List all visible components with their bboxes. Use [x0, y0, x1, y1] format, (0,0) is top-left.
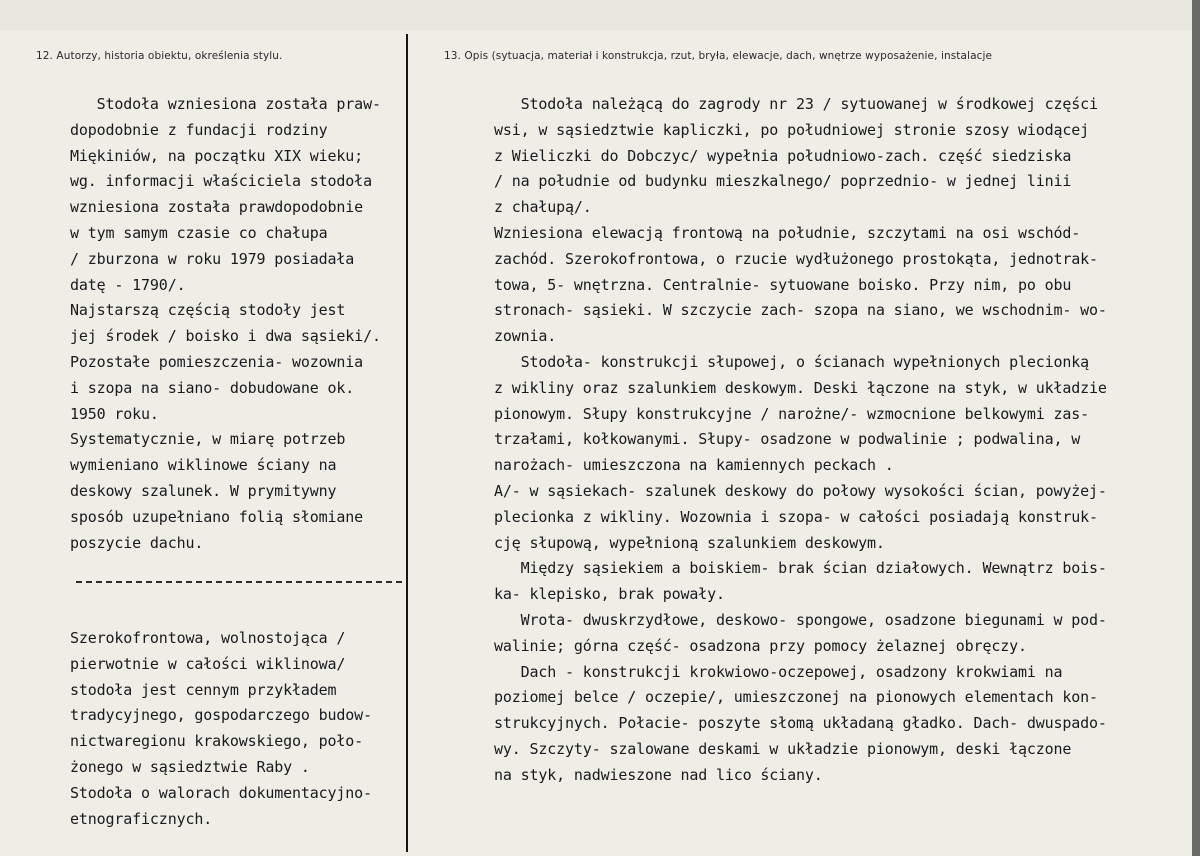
history-text-line: dopodobnie z fundacji rodziny [70, 120, 328, 139]
history-text-line: Najstarszą częścią stodoły jest [70, 301, 346, 320]
description-text-line: / na południe od budynku mieszkalnego/ poprzednio- w jednej linii [494, 172, 1072, 191]
history-text-line: / zburzona w roku 1979 posiadała [70, 249, 355, 268]
history-text-block [70, 92, 408, 556]
description-text-line: z chałupą/. [494, 198, 592, 217]
description-text-line: z Wieliczki do Dobczyc/ wypełnia południowo-zach. część siedziska [494, 146, 1072, 165]
history-text-line: sposób uzupełniano folią słomiane [70, 507, 364, 526]
description-text-line: cję słupową, wypełnioną szalunkiem deskowym. [494, 533, 885, 552]
description-text-line: narożach- umieszczona na kamiennych peckach . [494, 456, 894, 475]
style-text-block [70, 626, 408, 832]
history-text-line: deskowy szalunek. W prymitywny [70, 481, 337, 500]
description-text-line: wsi, w sąsiedztwie kapliczki, po południowej stronie szosy wiodącej [494, 120, 1090, 139]
history-text-line: i szopa na siano- dobudowane ok. [70, 378, 355, 397]
history-text-line: wzniesiona została prawdopodobnie [70, 198, 364, 217]
dashed-separator [76, 581, 402, 583]
history-text-line: poszycie dachu. [70, 533, 204, 552]
style-text-line: Szerokofrontowa, wolnostojąca / [70, 629, 346, 647]
history-text-line: Pozostałe pomieszczenia- wozownia [70, 352, 364, 371]
page-top-margin [0, 0, 1200, 30]
style-text-line: etnograficznych. [70, 809, 213, 828]
history-text-line: jej środek / boisko i dwa sąsieki/. [70, 327, 381, 346]
history-text-line: Miękiniów, na początku XIX wieku; [70, 146, 364, 165]
description-text-line: Wrota- dwuskrzydłowe, deskowo- spongowe, osadzone biegunami w pod- [494, 610, 1107, 629]
description-text-line: poziomej belce / oczepie/, umieszczonej na pionowych elementach kon- [494, 688, 1098, 707]
description-text-block [494, 92, 1194, 789]
description-text-line: plecionka z wikliny. Wozownia i szopa- w całości posiadają konstruk- [494, 507, 1098, 526]
history-text-line: datę - 1790/. [70, 275, 186, 294]
style-text-line: żonego w sąsiedztwie Raby . [70, 757, 310, 776]
style-text-line: tradycyjnego, gospodarczego budow- [70, 706, 372, 725]
description-text-line: A/- w sąsiekach- szalunek deskowy do połowy wysokości ścian, powyżej- [494, 481, 1107, 500]
description-text-line: z wikliny oraz szalunkiem deskowym. Deski łączone na styk, w układzie [494, 378, 1107, 397]
description-text-line: strukcyjnych. Połacie- poszyte słomą układaną gładko. Dach- dwuspado- [494, 714, 1107, 733]
style-text-line: nictwaregionu krakowskiego, poło- [70, 732, 364, 751]
style-text-line: stodoła jest cennym przykładem [70, 680, 337, 699]
description-text-line: Stodoła należącą do zagrody nr 23 / sytuowanej w środkowej części [494, 95, 1098, 113]
description-text-line: towa, 5- wnętrzna. Centralnie- sytuowane boisko. Przy nim, po obu [494, 275, 1072, 294]
description-text-line: Między sąsiekiem a boiskiem- brak ścian działowych. Wewnątrz bois- [494, 559, 1107, 578]
description-text-line: na styk, nadwieszone nad lico ściany. [494, 765, 823, 784]
description-text-line: zachód. Szerokofrontowa, o rzucie wydłużonego prostokąta, jednotrak- [494, 249, 1098, 268]
description-text-line: ka- klepisko, brak powały. [494, 585, 725, 604]
history-text-line: w tym samym czasie co chałupa [70, 223, 328, 242]
section-13-header: 13. Opis (sytuacja, materiał i konstrukcja, rzut, bryła, elewacje, dach, wnętrze wyposażenie, instalacje [444, 50, 993, 62]
section-12-header: 12. Autorzy, historia obiektu, określenia stylu. [36, 50, 283, 62]
description-text-line: Dach - konstrukcji krokwiowo-oczepowej, osadzony krokwiami na [494, 662, 1063, 681]
style-text-line: pierwotnie w całości wiklinowa/ [70, 654, 346, 673]
history-text-line: Systematycznie, w miarę potrzeb [70, 430, 346, 449]
description-text-line: walinie; górna część- osadzona przy pomocy żelaznej obręczy. [494, 636, 1027, 655]
description-text-line: Wzniesiona elewacją frontową na południe, szczytami na osi wschód- [494, 223, 1081, 242]
history-text-line: wymieniano wiklinowe ściany na [70, 456, 337, 475]
style-text-line: Stodoła o walorach dokumentacyjno- [70, 783, 372, 802]
history-text-line: Stodoła wzniesiona została praw- [70, 95, 381, 113]
description-text-line: Stodoła- konstrukcji słupowej, o ścianach wypełnionych plecionką [494, 352, 1090, 371]
description-text-line: wy. Szczyty- szalowane deskami w układzie pionowym, deski łączone [494, 739, 1072, 758]
description-text-line: zownia. [494, 327, 557, 346]
history-text-line: 1950 roku. [70, 404, 159, 423]
description-text-line: stronach- sąsieki. W szczycie zach- szopa na siano, we wschodnim- wo- [494, 301, 1107, 320]
description-text-line: trzałami, kołkowanymi. Słupy- osadzone w podwalinie ; podwalina, w [494, 430, 1081, 449]
history-text-line: wg. informacji właściciela stodoła [70, 172, 372, 191]
description-text-line: pionowym. Słupy konstrukcyjne / narożne/- wzmocnione belkowymi zas- [494, 404, 1090, 423]
